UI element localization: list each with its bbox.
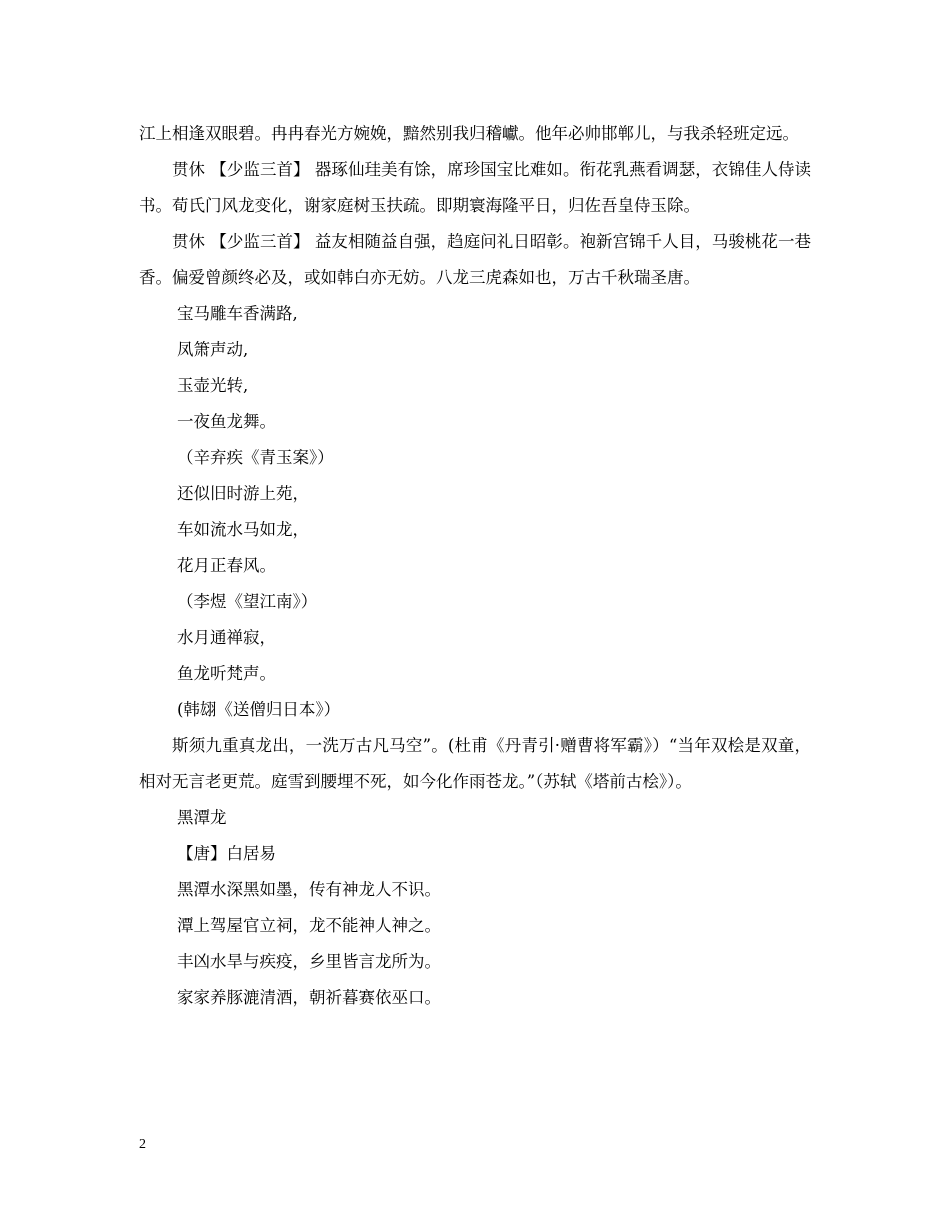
verse-line: 潭上驾屋官立祠，龙不能神人神之。	[177, 916, 441, 935]
verse-citation: （辛弃疾《青玉案》）	[177, 448, 334, 467]
verse-line: 凤箫声动,	[177, 340, 249, 359]
verse-line: 车如流水马如龙，	[177, 520, 309, 539]
verse-line: 宝马雕车香满路,	[177, 304, 298, 323]
verse-line: 水月通禅寂，	[177, 628, 276, 647]
verse-line: 丰凶水旱与疾疫，乡里皆言龙所为。	[177, 952, 441, 971]
text-paragraph: 贯休 【少监三首】 益友相随益自强，趋庭问礼日昭彰。袍新宫锦千人目，马骏桃花一巷香。偏爱曾颜终必及，或如韩白亦无妨。八龙三虎森如也，万古千秋瑞圣唐。	[139, 232, 811, 287]
text-paragraph: 贯休 【少监三首】 器琢仙珪美有馀，席珍国宝比难如。衔花乳燕看调瑟，衣锦佳人侍读书。荀氏门风龙变化，谢家庭树玉扶疏。即期寰海隆平日，归佐吾皇侍玉除。	[139, 160, 811, 215]
text-paragraph: 江上相逢双眼碧。冉冉春光方婉娩，黯然别我归稽巘。他年必帅邯郸儿，与我杀轻班定远。	[139, 124, 799, 143]
page-number: 2	[139, 1137, 146, 1152]
verse-line: 一夜鱼龙舞。	[177, 412, 276, 431]
verse-line: 花月正春风。	[177, 556, 276, 575]
verse-line: 黑潭水深黑如墨，传有神龙人不识。	[177, 880, 441, 899]
poem-title: 黑潭龙	[177, 808, 227, 827]
verse-line: 玉壶光转,	[177, 376, 249, 395]
text-paragraph: 斯须九重真龙出，一洗万古凡马空”。(杜甫《丹青引·赠曹将军霸》）“当年双桧是双童，相对无言老更荒。庭雪到腰埋不死，如今化作雨苍龙。”（苏轼《塔前古桧》）。	[139, 736, 811, 791]
poem-author: 【唐】白居易	[177, 844, 276, 863]
verse-line: 还似旧时游上苑，	[177, 484, 309, 503]
verse-citation: (韩翃《送僧归日本》）	[177, 700, 341, 719]
verse-line: 家家养豚漉清酒，朝祈暮赛依巫口。	[177, 988, 441, 1007]
page-body	[139, 116, 811, 1016]
verse-citation: （李煜《望江南》）	[177, 592, 318, 611]
verse-line: 鱼龙听梵声。	[177, 664, 276, 683]
